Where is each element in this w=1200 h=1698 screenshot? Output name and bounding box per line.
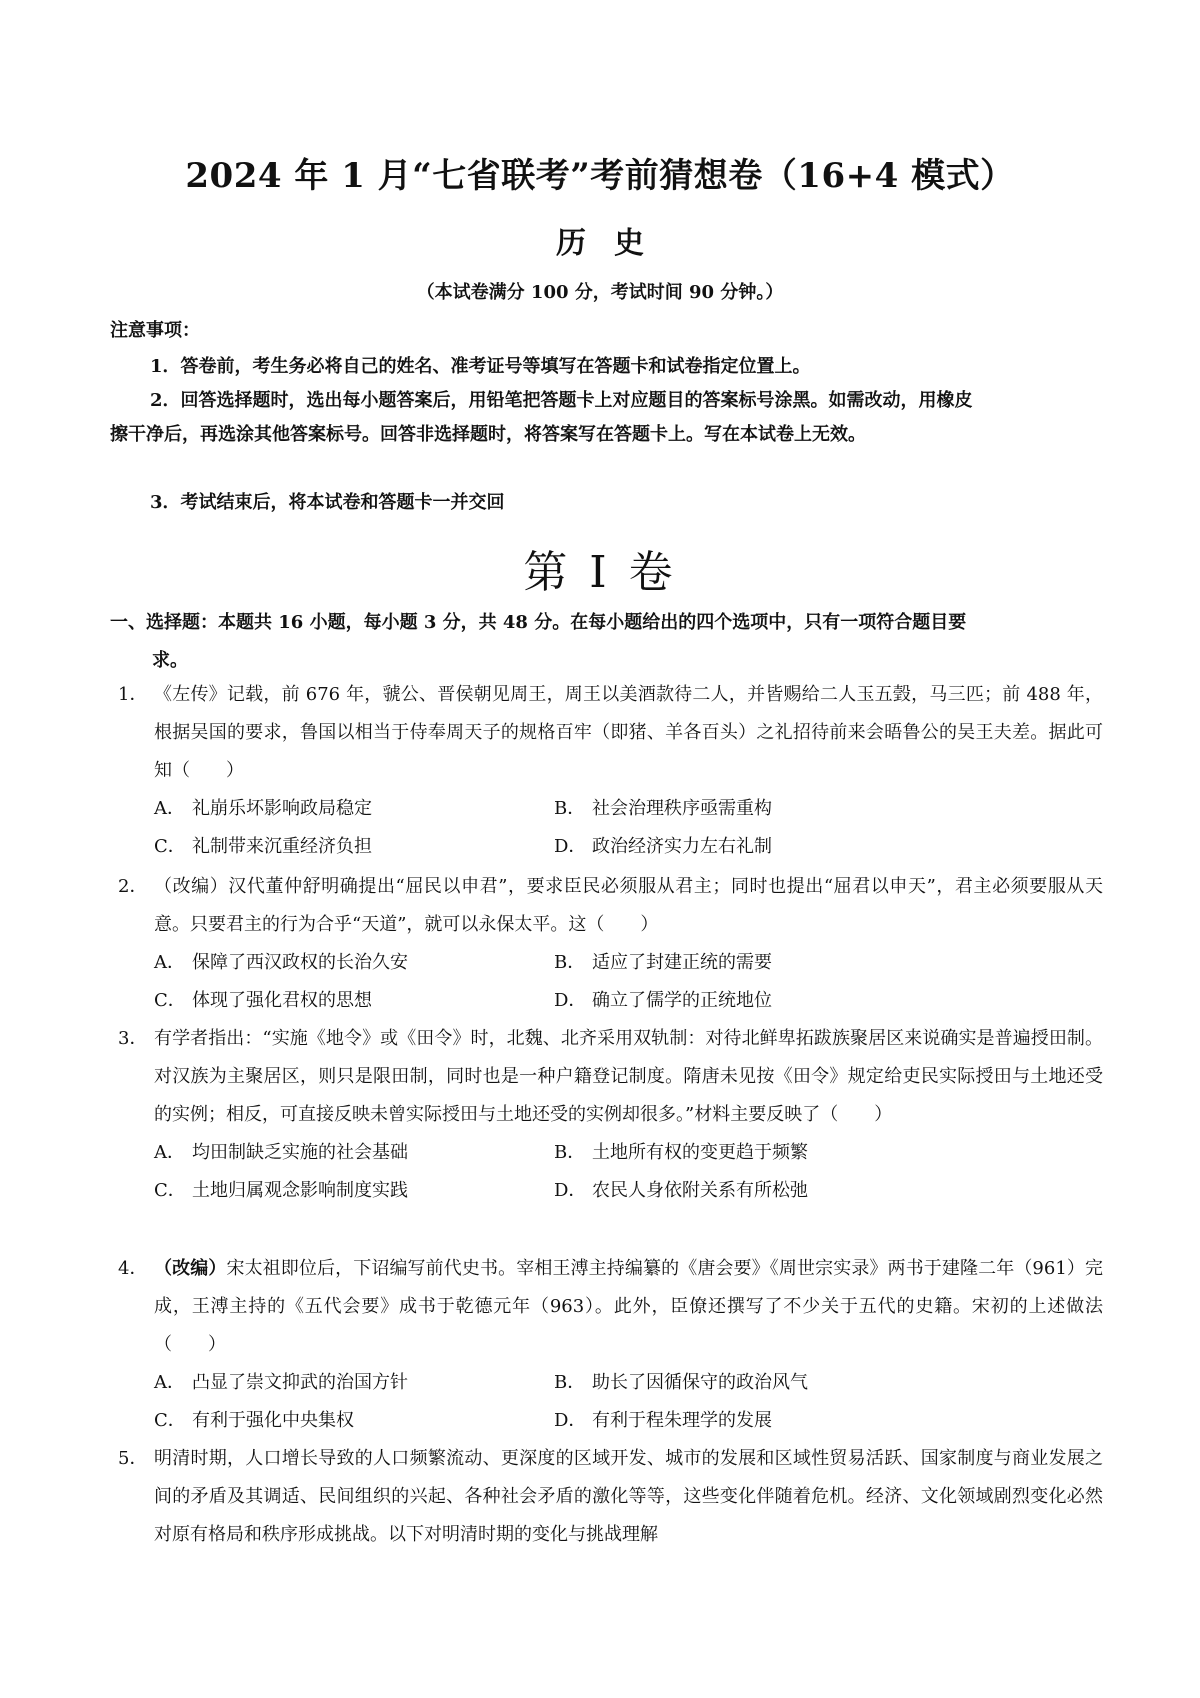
question-stem: 有学者指出：“实施《地令》或《田令》时，北魏、北齐采用双轨制：对待北鲜卑拓跋族聚居区来说确实是普遍授田制。对汉族为主聚居区，则只是限田制，同时也是一种户籍登记制度。隋唐未见按《田令》规定给吏民实际授田与土地还受的实例；相反，可直接反映未曾实际授田与土地还受的实例却很多。”材料主要反映了（ ） xyxy=(154,1028,1103,1125)
option-b: B． 适应了封建正统的需要 xyxy=(554,952,772,973)
question-number: 5． xyxy=(118,1448,148,1469)
adapted-tag: （改编） xyxy=(154,1258,227,1279)
section-heading-line2: 求。 xyxy=(152,650,188,671)
options xyxy=(154,1364,1103,1440)
instruction-item-3: 3．考试结束后，将本试卷和答题卡一并交回 xyxy=(150,492,505,513)
question-1 xyxy=(118,676,1103,866)
option-a: A． 礼崩乐坏影响政局稳定 xyxy=(154,798,372,819)
question-stem: 明清时期，人口增长导致的人口频繁流动、更深度的区域开发、城市的发展和区域性贸易活跃、国家制度与商业发展之间的矛盾及其调适、民间组织的兴起、各种社会矛盾的激化等等，这些变化伴随着危机。经济、文化领域剧烈变化必然对原有格局和秩序形成挑战。以下对明清时期的变化与挑战理解 xyxy=(154,1448,1103,1545)
option-d: D． 农民人身依附关系有所松弛 xyxy=(554,1180,808,1201)
option-d: D． 政治经济实力左右礼制 xyxy=(554,836,772,857)
option-a: A． 凸显了崇文抑武的治国方针 xyxy=(154,1372,408,1393)
question-2 xyxy=(118,868,1103,1020)
section-heading-line1: 一、选择题：本题共 16 小题，每小题 3 分，共 48 分。在每小题给出的四个选项中，只有一项符合题目要 xyxy=(110,612,967,633)
question-3 xyxy=(118,1020,1103,1210)
question-number: 3． xyxy=(118,1028,148,1049)
options xyxy=(154,944,1103,1020)
instruction-item-2: 2．回答选择题时，选出每小题答案后，用铅笔把答题卡上对应题目的答案标号涂黑。如需改动，用橡皮擦干净后，再选涂其他答案标号。回答非选择题时，将答案写在答题卡上。写在本试卷上无效。 xyxy=(110,390,973,445)
exam-title: 2024 年 1 月“七省联考”考前猜想卷（16+4 模式） xyxy=(185,156,1015,196)
option-d: D． 有利于程朱理学的发展 xyxy=(554,1410,772,1431)
question-4 xyxy=(118,1250,1103,1440)
instructions-heading: 注意事项： xyxy=(110,320,200,341)
question-number: 2． xyxy=(118,876,148,897)
options xyxy=(154,1134,1103,1210)
question-number: 4． xyxy=(118,1258,148,1279)
option-d: D． 确立了儒学的正统地位 xyxy=(554,990,772,1011)
instruction-item-1: 1．答卷前，考生务必将自己的姓名、准考证号等填写在答题卡和试卷指定位置上。 xyxy=(150,356,811,377)
option-b: B． 助长了因循保守的政治风气 xyxy=(554,1372,808,1393)
option-b: B． 社会治理秩序亟需重构 xyxy=(554,798,772,819)
volume-title: 第 I 卷 xyxy=(523,547,677,598)
option-a: A． 均田制缺乏实施的社会基础 xyxy=(154,1142,408,1163)
section-heading xyxy=(110,604,1100,680)
question-stem: （改编）汉代董仲舒明确提出“屈民以申君”，要求臣民必须服从君主；同时也提出“屈君以申天”，君主必须要服从天意。只要君主的行为合乎“天道”，就可以永保太平。这（ ） xyxy=(154,876,1103,935)
option-a: A． 保障了西汉政权的长治久安 xyxy=(154,952,408,973)
options xyxy=(154,790,1103,866)
question-stem: 《左传》记载，前 676 年，虢公、晋侯朝见周王，周王以美酒款待二人，并皆赐给二人玉五瑴，马三匹；前 488 年，根据吴国的要求，鲁国以相当于侍奉周天子的规格百牢（即猪、羊各百头）之礼招待前来会晤鲁公的吴王夫差。据此可知（ ） xyxy=(154,684,1103,781)
option-c: C． 土地归属观念影响制度实践 xyxy=(154,1180,408,1201)
option-c: C． 有利于强化中央集权 xyxy=(154,1410,354,1431)
option-c: C． 体现了强化君权的思想 xyxy=(154,990,372,1011)
subject-title: 历史 xyxy=(556,226,672,261)
exam-note: （本试卷满分 100 分，考试时间 90 分钟。） xyxy=(416,282,784,303)
option-c: C． 礼制带来沉重经济负担 xyxy=(154,836,372,857)
question-5 xyxy=(118,1440,1103,1554)
option-b: B． 土地所有权的变更趋于频繁 xyxy=(554,1142,808,1163)
question-number: 1． xyxy=(118,684,148,705)
question-stem: （改编）宋太祖即位后，下诏编写前代史书。宰相王溥主持编纂的《唐会要》《周世宗实录》两书于建隆二年（961）完成，王溥主持的《五代会要》成书于乾德元年（963）。此外，臣僚还撰写了不少关于五代的史籍。宋初的上述做法（ ） xyxy=(154,1258,1104,1355)
